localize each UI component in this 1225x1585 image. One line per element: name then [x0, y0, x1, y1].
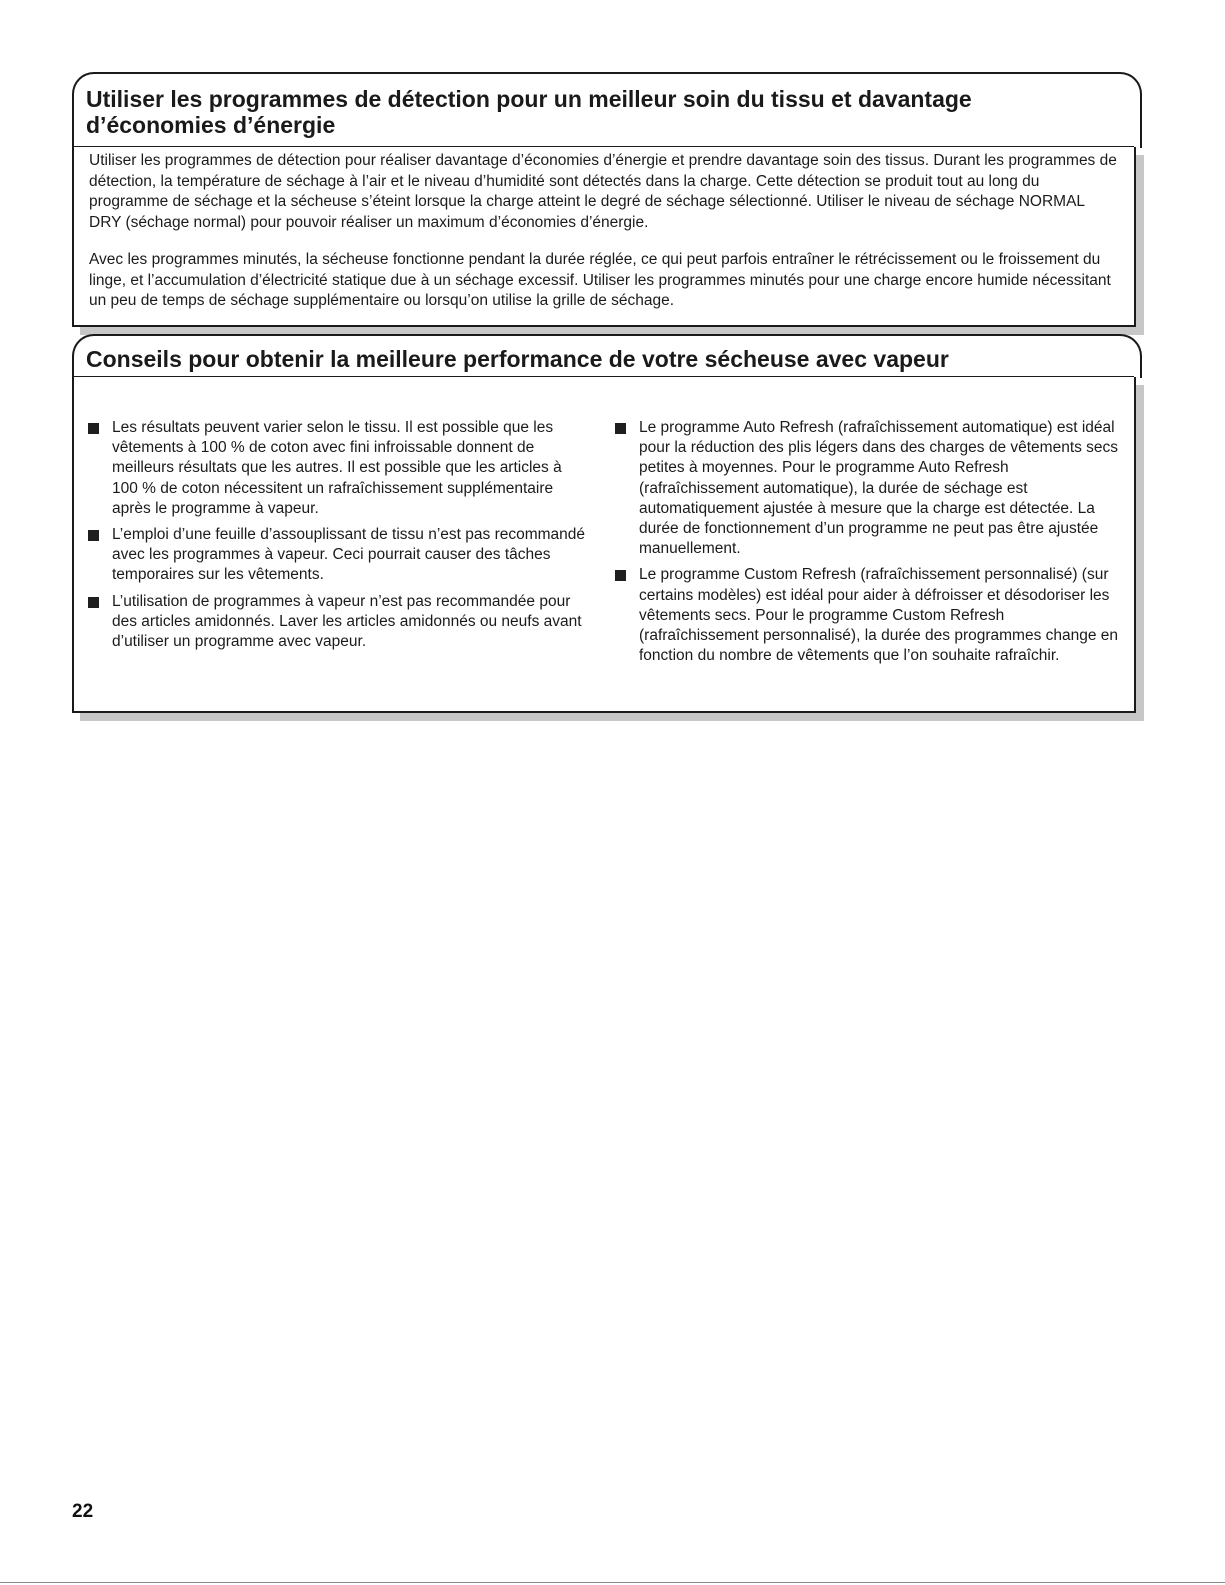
- section-1-paragraph-1: Utiliser les programmes de détection pour réaliser davantage d’économies d’énergie et prendre davantage soin des tissus. Durant les programmes de détection, la température de séchage à l’air et le niveau d’humidité sont détectés dans la charge. Cette détection se produit tout au long du programme de séchage et la sécheuse s’éteint lorsque la charge atteint le degré de séchage sélectionné. Utiliser le niveau de séchage NORMAL DRY (séchage normal) pour pouvoir réaliser un maximum d’économies d’énergie.: [89, 152, 1117, 231]
- square-bullet-icon: [88, 423, 99, 434]
- square-bullet-icon: [615, 423, 626, 434]
- list-item-text: Le programme Auto Refresh (rafraîchissement automatique) est idéal pour la réduction des plis légers dans des charges de vêtements secs petites à moyennes. Pour le programme Auto Refresh (rafraîchissement automatique), la durée de séchage est automatiquement ajustée à mesure que la charge est détectée. La durée de fonctionnement d’un programme ne peut pas être ajustée manuellement.: [639, 419, 1119, 558]
- list-item: [88, 592, 588, 653]
- tips-list-right: [615, 418, 1125, 672]
- bottom-edge-line: [0, 1582, 1225, 1583]
- list-item-text: L’utilisation de programmes à vapeur n’est pas recommandée pour des articles amidonnés. Laver les articles amidonnés ou neufs avant d’utiliser un programme avec vapeur.: [112, 592, 582, 651]
- list-item: [88, 418, 588, 519]
- list-item: [615, 565, 1125, 666]
- tips-list-left: [88, 418, 588, 658]
- section-1-title: Utiliser les programmes de détection pour un meilleur soin du tissu et davantage d’économies d’énergie: [86, 86, 972, 138]
- square-bullet-icon: [88, 530, 99, 541]
- section-2-title: Conseils pour obtenir la meilleure performance de votre sécheuse avec vapeur: [86, 346, 949, 372]
- list-item-text: Les résultats peuvent varier selon le tissu. Il est possible que les vêtements à 100 % de coton avec fini infroissable donnent de meilleurs résultats que les autres. Il est possible que les articles à 100 % de coton nécessitent un rafraîchissement supplémentaire après le programme à vapeur.: [112, 419, 562, 517]
- section-1-paragraph-2: Avec les programmes minutés, la sécheuse fonctionne pendant la durée réglée, ce qui peut parfois entraîner le rétrécissement ou le froissement du linge, et l’accumulation d’électricité statique due à un séchage excessif. Utiliser les programmes minutés pour une charge encore humide nécessitant un peu de temps de séchage supplémentaire ou lorsqu’on utilise la grille de séchage.: [89, 251, 1111, 309]
- list-item-text: Le programme Custom Refresh (rafraîchissement personnalisé) (sur certains modèles) est idéal pour aider à défroisser et désodoriser les vêtements secs. Pour le programme Custom Refresh (rafraîchissement personnalisé), la durée des programmes change en fonction du nombre de vêtements que l’on souhaite rafraîchir.: [639, 566, 1119, 665]
- square-bullet-icon: [88, 597, 99, 608]
- list-item: [615, 418, 1125, 559]
- page-number: 22: [72, 1501, 94, 1522]
- square-bullet-icon: [615, 570, 626, 581]
- list-item-text: L’emploi d’une feuille d’assouplissant de tissu n’est pas recommandé avec les programmes à vapeur. Ceci pourrait causer des tâches temporaires sur les vêtements.: [112, 526, 586, 584]
- list-item: [88, 525, 588, 586]
